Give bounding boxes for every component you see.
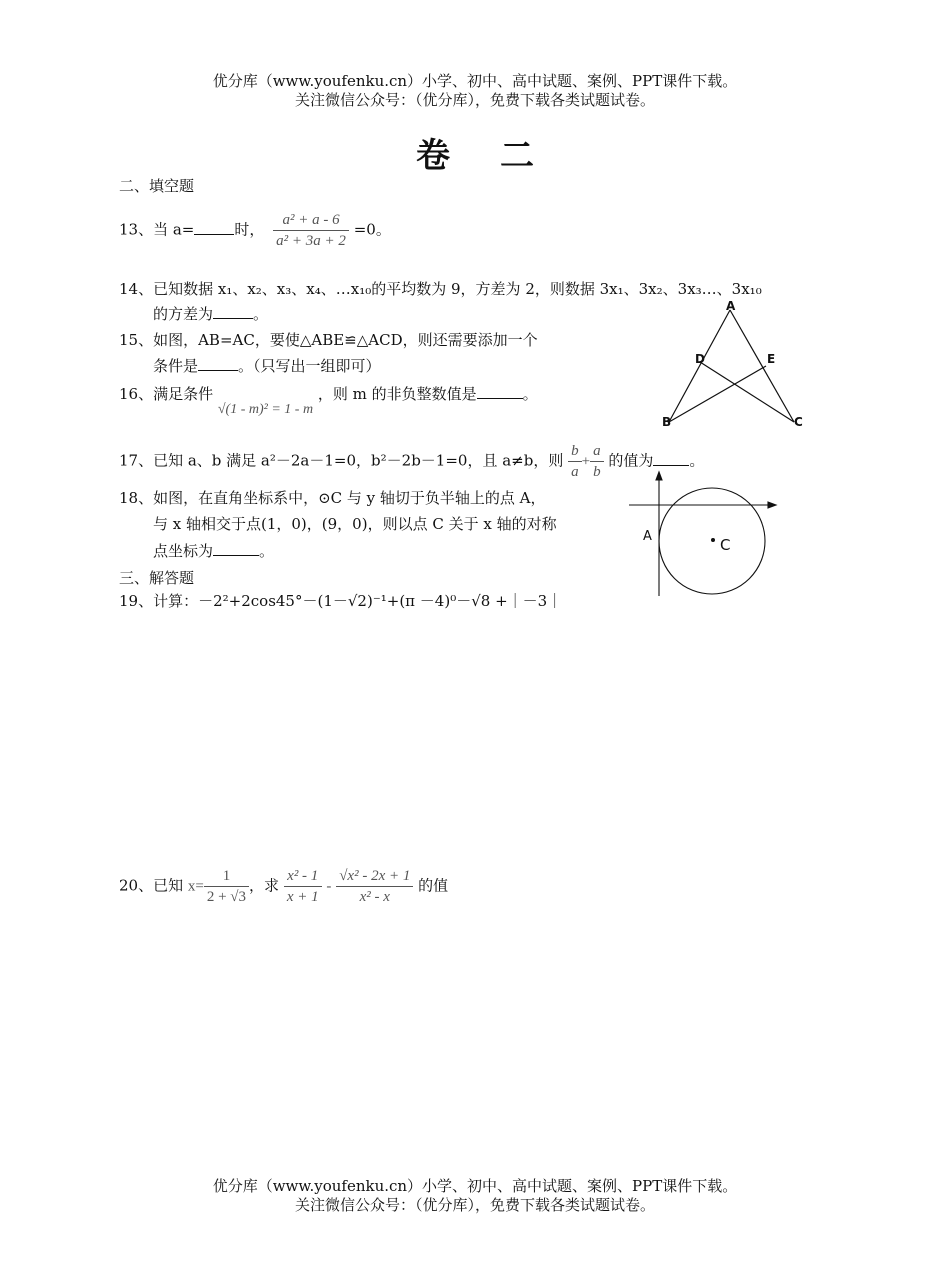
q20-fraction-1 bbox=[284, 866, 322, 907]
q13-denominator: a² + 3a + 2 bbox=[276, 233, 346, 249]
q20-text-a: 20、已知 bbox=[119, 876, 184, 895]
label-A: A bbox=[726, 299, 736, 313]
question-18-line-3 bbox=[153, 538, 274, 564]
q18-text-b: 。 bbox=[259, 542, 275, 560]
label-D: D bbox=[695, 352, 705, 366]
section-fill-in-heading: 二、填空题 bbox=[119, 177, 195, 195]
q16-text-a: 16、满足条件 bbox=[119, 385, 214, 403]
q13-text-b: 时， bbox=[234, 220, 265, 239]
q13-fraction bbox=[273, 210, 349, 251]
section-answer-heading: 三、解答题 bbox=[119, 569, 195, 587]
label-A: A bbox=[643, 529, 652, 544]
line-AB bbox=[669, 310, 730, 422]
q20-x-den: 2 + √3 bbox=[206, 889, 247, 905]
question-18-line-1: 18、如图，在直角坐标系中，⊙C 与 y 轴切于负半轴上的点 A， bbox=[119, 489, 546, 507]
q20-x-num: 1 bbox=[204, 866, 249, 887]
q17-f2-num: a bbox=[590, 441, 604, 462]
q17-text-c: 。 bbox=[689, 451, 705, 470]
q17-fraction-2 bbox=[590, 441, 604, 482]
label-B: B bbox=[662, 415, 672, 429]
question-14-line-2 bbox=[153, 301, 268, 327]
q20-x-equals: x= bbox=[187, 878, 204, 895]
q15-blank bbox=[198, 355, 238, 371]
q20-f2-num: √x² - 2x + 1 bbox=[336, 866, 413, 887]
y-axis-arrow bbox=[656, 472, 662, 480]
q13-blank bbox=[194, 219, 234, 235]
q17-text-b: 的值为 bbox=[608, 451, 654, 470]
question-14-line-1: 14、已知数据 x₁、x₂、x₃、x₄、…x₁₀的平均数为 9，方差为 2，则数据 3x₁、3x₂、3x₃…、3x₁₀ bbox=[119, 280, 762, 298]
footer-line-1: 优分库（www.youfenku.cn）小学、初中、高中试题、案例、PPT课件下载。 bbox=[212, 1177, 738, 1195]
label-C: C bbox=[720, 536, 731, 554]
q17-plus: + bbox=[581, 453, 591, 470]
line-AC bbox=[730, 310, 794, 422]
question-15-line-1: 15、如图，AB=AC，要使△ABE≌△ACD，则还需要添加一个 bbox=[119, 331, 538, 349]
q17-text-a: 17、已知 a、b 满足 a²－2a－1=0，b²－2b－1=0，且 a≠b，则 bbox=[119, 451, 564, 470]
x-axis-arrow bbox=[768, 502, 776, 508]
footer-line-2: 关注微信公众号：（优分库），免费下载各类试题试卷。 bbox=[294, 1196, 655, 1214]
q18-text-a: 点坐标为 bbox=[153, 542, 214, 560]
question-17 bbox=[119, 441, 704, 482]
q20-x-fraction bbox=[204, 866, 249, 907]
page-title: 卷二 bbox=[416, 136, 584, 176]
q17-f1-num: b bbox=[568, 441, 582, 462]
q20-fraction-2 bbox=[336, 866, 413, 907]
question-20 bbox=[119, 866, 448, 907]
question-16 bbox=[119, 381, 538, 417]
q16-expr-right: = 1 - m bbox=[271, 402, 314, 417]
q16-text-c: 。 bbox=[522, 385, 538, 403]
q20-f1-den: x + 1 bbox=[286, 889, 319, 905]
question-19: 19、计算：－2²+2cos45°－(1－√2)⁻¹+(π －4)⁰－√8 +｜－3｜ bbox=[119, 592, 563, 610]
question-15-line-2 bbox=[153, 353, 381, 379]
q15-text-b: 。（只写出一组即可） bbox=[238, 357, 381, 375]
header-line-2: 关注微信公众号：（优分库），免费下载各类试题试卷。 bbox=[294, 91, 655, 109]
label-C: C bbox=[794, 415, 803, 429]
q20-text-b: ，求 bbox=[249, 876, 280, 895]
line-EB bbox=[669, 366, 766, 422]
label-E: E bbox=[767, 352, 776, 366]
q17-f2-den: b bbox=[593, 464, 601, 480]
q16-expr-left: √(1 - m)² bbox=[217, 402, 268, 417]
q14-text-b: 。 bbox=[253, 305, 269, 323]
q14-blank bbox=[213, 303, 253, 319]
q20-f2-den: x² - x bbox=[359, 889, 390, 905]
q15-text-a: 条件是 bbox=[153, 357, 199, 375]
circle-figure bbox=[625, 468, 785, 600]
q18-blank bbox=[213, 540, 259, 556]
q16-text-b: ，则 m 的非负整数值是 bbox=[317, 385, 477, 403]
q13-text-c: =0。 bbox=[353, 220, 391, 239]
center-dot bbox=[711, 538, 715, 542]
q20-text-c: 的值 bbox=[418, 876, 449, 895]
q17-fraction-1 bbox=[568, 441, 582, 482]
line-DC bbox=[700, 362, 794, 422]
question-13 bbox=[119, 210, 391, 251]
q17-f1-den: a bbox=[571, 464, 579, 480]
q16-expression bbox=[218, 402, 313, 417]
q14-text-a: 的方差为 bbox=[153, 305, 214, 323]
question-18-line-2: 与 x 轴相交于点(1，0)，(9，0)，则以点 C 关于 x 轴的对称 bbox=[153, 515, 557, 533]
q16-blank bbox=[477, 383, 523, 399]
q20-minus: - bbox=[326, 878, 332, 895]
header-line-1: 优分库（www.youfenku.cn）小学、初中、高中试题、案例、PPT课件下载。 bbox=[212, 72, 738, 90]
q13-text-a: 13、当 a= bbox=[119, 220, 195, 239]
q20-f1-num: x² - 1 bbox=[284, 866, 322, 887]
triangle-figure bbox=[655, 296, 815, 432]
q13-numerator: a² + a - 6 bbox=[273, 210, 349, 231]
q17-blank bbox=[653, 450, 689, 466]
